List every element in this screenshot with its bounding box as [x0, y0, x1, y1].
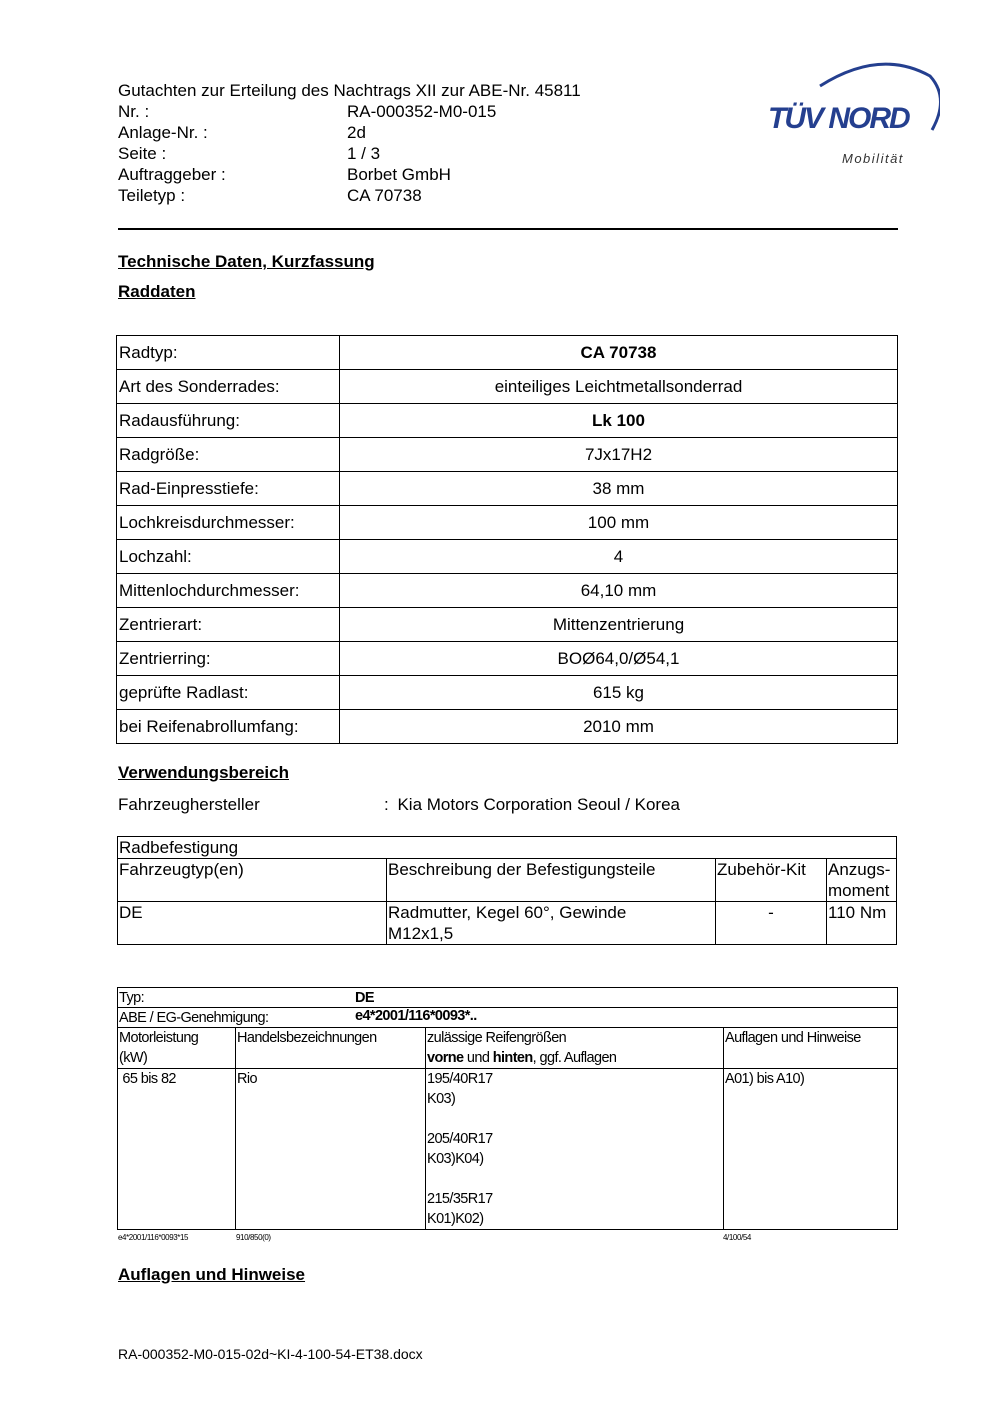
- abe-label: ABE / EG-Genehmigung:: [119, 1010, 269, 1026]
- vehicle-type-table: [117, 987, 898, 1230]
- header-value: Borbet GmbH: [347, 165, 451, 184]
- table-row: [117, 574, 898, 608]
- fixing-cell: DE: [118, 902, 387, 945]
- wheel-value-cell: 64,10 mm: [340, 574, 898, 608]
- header-row-anlage: [118, 122, 366, 143]
- wheel-value-cell: 4: [340, 540, 898, 574]
- table-row: [117, 676, 898, 710]
- tuv-nord-logo: [760, 58, 940, 170]
- manufacturer-value-row: [384, 795, 680, 815]
- wheel-value-cell: CA 70738: [340, 336, 898, 370]
- table-row: [118, 837, 897, 859]
- fixing-cell: -: [716, 902, 827, 945]
- wheel-label-cell: Lochkreisdurchmesser:: [117, 506, 340, 540]
- wheel-label-cell: Rad-Einpresstiefe:: [117, 472, 340, 506]
- fixing-table: [117, 836, 897, 945]
- section-technische-daten: Technische Daten, Kurzfassung: [118, 252, 375, 271]
- logo-subtitle: Mobilität: [842, 151, 904, 166]
- table-row: [117, 438, 898, 472]
- table-row: [117, 608, 898, 642]
- wheel-label-cell: Art des Sonderrades:: [117, 370, 340, 404]
- header-value: 2d: [347, 123, 366, 142]
- fixing-header-cell: Beschreibung der Befestigungsteile: [387, 859, 716, 902]
- table-row: [118, 1069, 898, 1230]
- table-row: [117, 404, 898, 438]
- reifen-header-und: und: [463, 1050, 493, 1066]
- logo-brand: TÜV NORD: [768, 102, 909, 135]
- wheel-data-table: [116, 335, 898, 744]
- col-header-handel: Handelsbezeichnungen: [236, 1028, 426, 1069]
- wheel-value-cell: BOØ64,0/Ø54,1: [340, 642, 898, 676]
- header-divider: [118, 228, 898, 230]
- small-note-lk: 4/100/54: [723, 1233, 751, 1242]
- manufacturer-value: Kia Motors Corporation Seoul / Korea: [397, 795, 681, 814]
- header-value: 1 / 3: [347, 144, 381, 163]
- table-row: [118, 988, 898, 1008]
- manufacturer-row: [118, 795, 260, 815]
- col-header-motor: Motorleistung (kW): [118, 1028, 236, 1069]
- fixing-header-cell: Anzugs- moment: [827, 859, 897, 902]
- fixing-header-cell: Zubehör-Kit: [716, 859, 827, 902]
- small-note-genehmigung: e4*2001/116*0093*15: [118, 1233, 189, 1242]
- wheel-value-cell: 100 mm: [340, 506, 898, 540]
- header-value: CA 70738: [347, 186, 422, 205]
- auflagen-cell: A01) bis A10): [724, 1069, 898, 1230]
- table-row: [117, 506, 898, 540]
- reifen-header-hinten: hinten: [492, 1050, 533, 1066]
- wheel-value-cell: einteiliges Leichtmetallsonderrad: [340, 370, 898, 404]
- table-row: [117, 336, 898, 370]
- wheel-label-cell: bei Reifenabrollumfang:: [117, 710, 340, 744]
- wheel-label-cell: Radtyp:: [117, 336, 340, 370]
- header-row-auftraggeber: [118, 164, 451, 185]
- wheel-value-cell: Mittenzentrierung: [340, 608, 898, 642]
- table-row: [117, 472, 898, 506]
- typ-value: DE: [355, 990, 374, 1006]
- col-header-auflagen: Auflagen und Hinweise: [724, 1028, 898, 1069]
- table-row: [117, 642, 898, 676]
- wheel-label-cell: Radgröße:: [117, 438, 340, 472]
- motor-cell: 65 bis 82: [118, 1069, 236, 1230]
- table-row: [117, 370, 898, 404]
- small-note-code: 910/850(0): [236, 1233, 271, 1242]
- section-verwendungsbereich: Verwendungsbereich: [118, 763, 289, 782]
- header-label: Teiletyp :: [118, 186, 186, 205]
- typ-label: Typ:: [119, 990, 144, 1006]
- reifen-header-line1: zulässige Reifengrößen: [427, 1030, 567, 1046]
- section-auflagen-hinweise: Auflagen und Hinweise: [118, 1265, 306, 1284]
- header-row-seite: [118, 143, 381, 164]
- wheel-value-cell: 38 mm: [340, 472, 898, 506]
- wheel-label-cell: Mittenlochdurchmesser:: [117, 574, 340, 608]
- wheel-value-cell: 7Jx17H2: [340, 438, 898, 472]
- wheel-label-cell: Radausführung:: [117, 404, 340, 438]
- wheel-label-cell: Zentrierring:: [117, 642, 340, 676]
- header-label: Seite :: [118, 144, 167, 163]
- table-row: [117, 710, 898, 744]
- report-title: Gutachten zur Erteilung des Nachtrags XII zur ABE-Nr. 45811: [118, 81, 581, 100]
- abe-value: e4*2001/116*0093*..: [355, 1008, 477, 1024]
- table-row: [118, 902, 897, 945]
- wheel-label-cell: Lochzahl:: [117, 540, 340, 574]
- fixing-title: Radbefestigung: [118, 837, 897, 859]
- col-header-reifen: [426, 1028, 724, 1069]
- wheel-value-cell: 2010 mm: [340, 710, 898, 744]
- reifen-header-rest: , ggf. Auflagen: [532, 1050, 617, 1066]
- header-row-teiletyp: [118, 185, 422, 206]
- table-row: [118, 1028, 898, 1069]
- fixing-cell: Radmutter, Kegel 60°, Gewinde M12x1,5: [387, 902, 716, 945]
- wheel-label-cell: Zentrierart:: [117, 608, 340, 642]
- header-row-nr: [118, 101, 497, 122]
- wheel-label-cell: geprüfte Radlast:: [117, 676, 340, 710]
- wheel-value-cell: Lk 100: [340, 404, 898, 438]
- header-label: Nr. :: [118, 102, 150, 121]
- footer-filename: RA-000352-M0-015-02d~KI-4-100-54-ET38.docx: [118, 1346, 423, 1362]
- header-label: Anlage-Nr. :: [118, 123, 208, 142]
- wheel-value-cell: 615 kg: [340, 676, 898, 710]
- fixing-header-cell: Fahrzeugtyp(en): [118, 859, 387, 902]
- handel-cell: Rio: [236, 1069, 426, 1230]
- header-label: Auftraggeber :: [118, 165, 226, 184]
- table-row: [118, 1008, 898, 1028]
- manufacturer-label: Fahrzeughersteller: [118, 795, 260, 814]
- fixing-cell: 110 Nm: [827, 902, 897, 945]
- table-row: [118, 859, 897, 902]
- reifen-cell: 195/40R17 K03) 205/40R17 K03)K04) 215/35R17 K01)K02): [426, 1069, 724, 1230]
- manufacturer-sep: :: [384, 795, 389, 814]
- table-row: [117, 540, 898, 574]
- header-value: RA-000352-M0-015: [347, 102, 497, 121]
- reifen-header-vorne: vorne: [427, 1050, 464, 1066]
- section-raddaten: Raddaten: [118, 282, 196, 301]
